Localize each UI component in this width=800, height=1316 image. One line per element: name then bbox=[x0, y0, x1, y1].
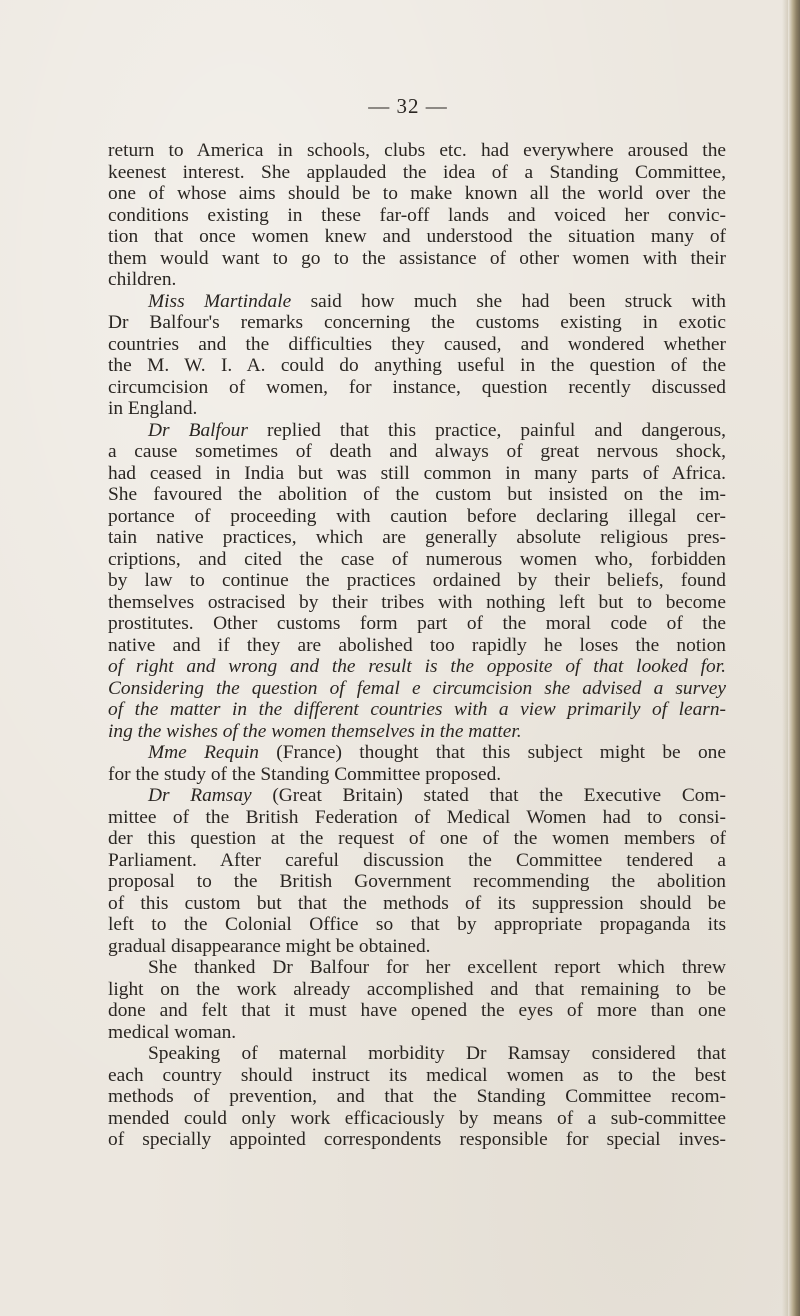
text-line: She thanked Dr Balfour for her excellent report which threw bbox=[148, 957, 726, 978]
text-line: done and felt that it must have opened the eyes of more than one bbox=[108, 1000, 726, 1021]
text-line: proposal to the British Government recommending the abolition bbox=[108, 871, 726, 892]
text-line: circumcision of women, for instance, question recently discussed bbox=[108, 376, 726, 398]
text-line: the M. W. I. A. could do anything useful in the question of the bbox=[108, 355, 726, 376]
text-line bbox=[108, 742, 726, 764]
text-line: countries and the difficulties they caused, and wondered whether bbox=[108, 333, 726, 355]
text-line: She favoured the abolition of the custom but insisted on the im- bbox=[108, 484, 726, 505]
text-line: criptions, and cited the case of numerous women who, forbidden bbox=[108, 548, 726, 570]
line-text: (Great Britain) stated that the Executive Com- bbox=[251, 785, 726, 806]
page-number: — 32 — bbox=[368, 94, 448, 118]
text-line: left to the Colonial Office so that by appropriate propaganda its bbox=[108, 914, 726, 935]
text-line bbox=[108, 420, 726, 442]
text-line: in England. bbox=[108, 398, 198, 419]
text-line: medical woman. bbox=[108, 1021, 237, 1043]
text-line: gradual disappearance might be obtained. bbox=[108, 935, 431, 957]
body-text bbox=[108, 140, 726, 1151]
text-line: native and if they are abolished too rapidly he loses the notion bbox=[108, 634, 726, 656]
text-line: light on the work already accomplished and that remaining to be bbox=[108, 978, 726, 1000]
text-line: for the study of the Standing Committee proposed. bbox=[108, 763, 502, 785]
text-line: of right and wrong and the result is the opposite of that looked for. bbox=[108, 656, 726, 677]
text-line: themselves ostracised by their tribes with nothing left but to become bbox=[108, 591, 726, 613]
text-line: methods of prevention, and that the Standing Committee recom- bbox=[108, 1086, 726, 1107]
text-line: portance of proceeding with caution before declaring illegal cer- bbox=[108, 505, 726, 527]
text-line: of specially appointed correspondents responsible for special inves- bbox=[108, 1129, 726, 1150]
text-line: children. bbox=[108, 269, 177, 290]
speaker-name: Dr Balfour bbox=[148, 419, 248, 441]
text-line: by law to continue the practices ordained by their beliefs, found bbox=[108, 570, 726, 591]
text-line: Parliament. After careful discussion the Committee tendered a bbox=[108, 849, 726, 871]
text-line: each country should instruct its medical women as to the best bbox=[108, 1064, 726, 1086]
text-line: a cause sometimes of death and always of great nervous shock, bbox=[108, 441, 726, 462]
text-line: mended could only work efficaciously by means of a sub-committee bbox=[108, 1107, 726, 1129]
text-line: tain native practices, which are generally absolute religious pres- bbox=[108, 527, 726, 548]
speaker-name: Miss Martindale bbox=[148, 290, 292, 312]
text-line: ing the wishes of the women themselves in the matter. bbox=[108, 720, 522, 742]
text-line: conditions existing in these far-off lands and voiced her convic- bbox=[108, 204, 726, 226]
text-line: keenest interest. She applauded the idea of a Standing Committee, bbox=[108, 161, 726, 183]
text-line: mittee of the British Federation of Medical Women had to consi- bbox=[108, 806, 726, 828]
text-line: had ceased in India but was still common in many parts of Africa. bbox=[108, 462, 726, 484]
text-line: of the matter in the different countries with a view primarily of learn- bbox=[108, 699, 726, 720]
speaker-name: Dr Ramsay bbox=[148, 785, 252, 806]
text-line: of this custom but that the methods of its suppression should be bbox=[108, 892, 726, 914]
speaker-name: Mme Requin bbox=[148, 742, 259, 763]
text-line: one of whose aims should be to make known all the world over the bbox=[108, 183, 726, 204]
line-text: replied that this practice, painful and dangerous, bbox=[247, 419, 726, 441]
text-line: der this question at the request of one of the women members of bbox=[108, 828, 726, 849]
text-line: Dr Balfour's remarks concerning the customs existing in exotic bbox=[108, 312, 726, 333]
text-line: return to America in schools, clubs etc. had everywhere aroused the bbox=[108, 140, 726, 161]
text-line: Speaking of maternal morbidity Dr Ramsay considered that bbox=[148, 1043, 726, 1064]
line-text: said how much she had been struck with bbox=[291, 290, 726, 312]
line-text: (France) thought that this subject might be one bbox=[259, 742, 726, 763]
text-line: Considering the question of femal e circumcision she advised a survey bbox=[108, 677, 726, 699]
text-line bbox=[108, 785, 726, 807]
text-line: prostitutes. Other customs form part of the moral code of the bbox=[108, 613, 726, 634]
text-line: tion that once women knew and understood the situation many of bbox=[108, 226, 726, 247]
text-line: them would want to go to the assistance of other women with their bbox=[108, 247, 726, 269]
text-line bbox=[108, 291, 726, 313]
page-edge bbox=[788, 0, 800, 1316]
